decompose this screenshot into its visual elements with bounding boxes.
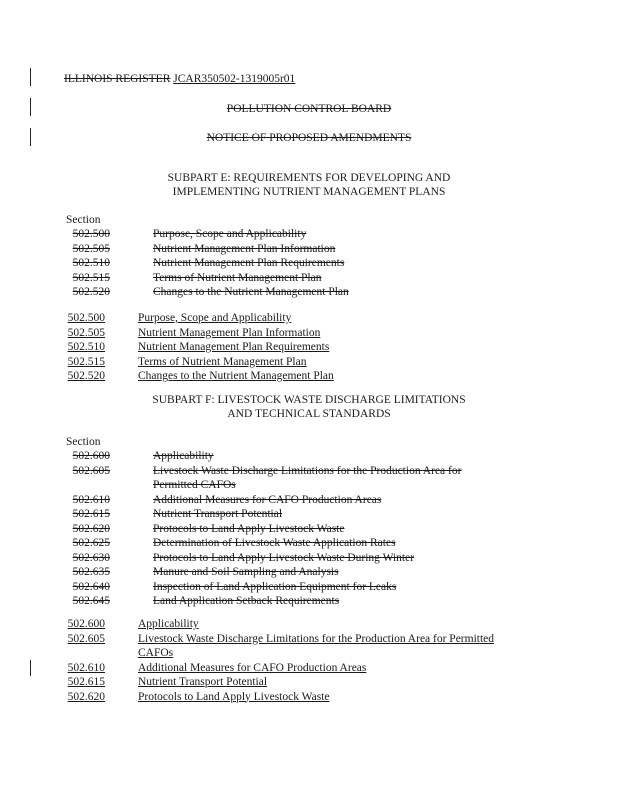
subpart-f-heading-2: AND TECHNICAL STANDARDS xyxy=(227,408,391,420)
section-title: Applicability xyxy=(153,450,214,462)
section-title: Livestock Waste Discharge Limitations for the Production Area for xyxy=(153,464,462,477)
section-title: Additional Measures for CAFO Production Areas xyxy=(153,493,382,506)
section-title-continued: CAFOs xyxy=(138,647,174,659)
section-title: Nutrient Transport Potential xyxy=(138,676,268,688)
section-number: 502.615 xyxy=(72,508,110,520)
section-title: Additional Measures for CAFO Production Areas xyxy=(138,661,367,674)
section-title: Nutrient Management Plan Information xyxy=(153,242,336,255)
section-title: Applicability xyxy=(138,618,199,630)
section-title: Changes to the Nutrient Management Plan xyxy=(138,370,334,382)
subpart-e-heading-2: IMPLEMENTING NUTRIENT MANAGEMENT PLANS xyxy=(172,186,446,198)
section-number: 502.505 xyxy=(72,242,110,255)
change-bar xyxy=(30,68,31,86)
section-title: Nutrient Transport Potential xyxy=(153,508,283,520)
section-number: 502.620 xyxy=(67,690,105,703)
section-title: Purpose, Scope and Applicability xyxy=(138,312,292,324)
section-number: 502.620 xyxy=(72,522,110,535)
subpart-f-heading-1: SUBPART F: LIVESTOCK WASTE DISCHARGE LIMITATIONS xyxy=(152,394,466,406)
section-title: Nutrient Management Plan Requirements xyxy=(138,341,330,353)
section-title: Inspection of Land Application Equipment for Leaks xyxy=(153,580,397,593)
section-title: Nutrient Management Plan Information xyxy=(138,326,321,339)
section-number: 502.625 xyxy=(72,537,110,549)
section-number: 502.610 xyxy=(67,661,105,674)
register-title: ILLINOIS REGISTER xyxy=(64,73,171,85)
section-number: 502.645 xyxy=(72,595,110,607)
section-number: 502.615 xyxy=(67,676,105,688)
section-label: Section xyxy=(66,436,101,448)
section-number: 502.520 xyxy=(72,286,110,298)
subpart-e-heading-1: SUBPART E: REQUIREMENTS FOR DEVELOPING AND xyxy=(167,172,451,184)
section-title: Changes to the Nutrient Management Plan xyxy=(153,286,349,298)
section-title: Determination of Livestock Waste Application Rates xyxy=(153,537,396,549)
section-label: Section xyxy=(66,214,101,226)
section-title: Land Application Setback Requirements xyxy=(153,595,340,607)
section-number: 502.635 xyxy=(72,566,110,578)
section-title: Terms of Nutrient Management Plan xyxy=(138,355,307,368)
section-number: 502.610 xyxy=(72,493,110,506)
section-number: 502.600 xyxy=(67,618,105,630)
register-code: JCAR350502-1319005r01 xyxy=(173,73,296,85)
section-number: 502.515 xyxy=(72,271,110,284)
section-title: Protocols to Land Apply Livestock Waste During Winter xyxy=(153,551,415,564)
section-number: 502.630 xyxy=(72,551,110,564)
agency-title: POLLUTION CONTROL BOARD xyxy=(226,103,392,115)
section-number: 502.605 xyxy=(67,632,105,645)
section-title: Protocols to Land Apply Livestock Waste xyxy=(138,690,330,703)
section-number: 502.605 xyxy=(72,464,110,477)
section-title: Livestock Waste Discharge Limitations for the Production Area for Permitted xyxy=(138,632,495,645)
register-header xyxy=(64,73,295,85)
section-number: 502.640 xyxy=(72,580,110,593)
section-number: 502.500 xyxy=(72,228,110,240)
section-number: 502.515 xyxy=(67,355,105,368)
section-title: Nutrient Management Plan Requirements xyxy=(153,257,345,269)
section-number: 502.600 xyxy=(72,450,110,462)
section-number: 502.510 xyxy=(72,257,110,269)
section-title: Terms of Nutrient Management Plan xyxy=(153,271,322,284)
section-number: 502.505 xyxy=(67,326,105,339)
section-number: 502.520 xyxy=(67,370,105,382)
section-title: Protocols to Land Apply Livestock Waste xyxy=(153,522,345,535)
section-number: 502.500 xyxy=(67,312,105,324)
notice-title: NOTICE OF PROPOSED AMENDMENTS xyxy=(206,132,412,144)
section-title-continued: Permitted CAFOs xyxy=(153,479,236,491)
section-number: 502.510 xyxy=(67,341,105,353)
section-title: Manure and Soil Sampling and Analysis xyxy=(153,566,339,578)
section-title: Purpose, Scope and Applicability xyxy=(153,228,307,240)
